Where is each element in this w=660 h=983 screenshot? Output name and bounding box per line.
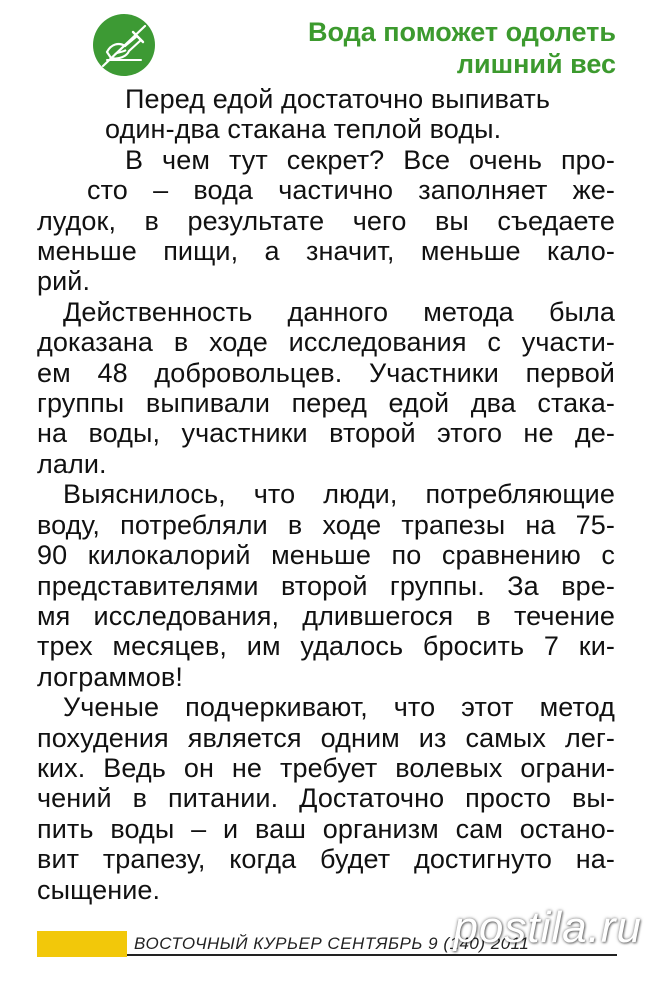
- body-line: пить воды – и ваш организм сам остано-: [37, 813, 615, 844]
- body-line: группы выпивали перед едой два стака-: [37, 388, 615, 419]
- body-line: сыщение.: [37, 874, 161, 905]
- title-line-1: Вода поможет одолеть: [307, 17, 616, 47]
- body-line: похудения является одним из самых лег-: [37, 722, 615, 753]
- body-line: трех месяцев, им удалось бросить 7 ки-: [37, 631, 615, 662]
- body-line: рий.: [37, 266, 91, 297]
- body-line: вит трапезу, когда будет достигнуто на-: [37, 844, 615, 875]
- body-line: меньше пищи, а значит, меньше кало-: [37, 236, 615, 267]
- body-line: на воды, участники второй этого не де-: [37, 418, 615, 449]
- footer-publication: ВОСТОЧНЫЙ КУРЬЕР СЕНТЯБРЬ 9 (140) 2011: [134, 934, 530, 953]
- body-line: В чем тут секрет? Все очень про-: [125, 144, 615, 175]
- body-line: Действенность данного метода была: [63, 296, 615, 327]
- body-line: сто – вода частично заполняет же-: [87, 175, 615, 206]
- body-line: воду, потребляли в ходе трапезы на 75-: [37, 509, 615, 540]
- body-line: Выяснилось, что люди, потребляющие: [63, 479, 615, 510]
- body-line: Ученые подчеркивают, что этот метод: [63, 692, 615, 723]
- footer-accent-block: [37, 931, 127, 957]
- body-line: Перед едой достаточно выпивать: [125, 84, 550, 114]
- body-line: один-два стакана теплой воды.: [105, 114, 502, 145]
- article-body: [37, 84, 615, 905]
- body-line: лограммов!: [37, 661, 183, 692]
- body-line: 90 килокалорий меньше по сравнению с: [37, 540, 615, 571]
- hand-writing-icon: [93, 14, 155, 76]
- header-icon: [93, 14, 155, 76]
- body-line: ких. Ведь он не требует волевых ограни-: [37, 752, 615, 783]
- body-line: лудок, в результате чего вы съедаете: [37, 205, 615, 236]
- body-line: представителями второй группы. За вре-: [37, 570, 615, 601]
- body-line: доказана в ходе исследования с участи-: [37, 327, 615, 358]
- body-line: лали.: [37, 448, 107, 479]
- body-line: чений в питании. Достаточно просто вы-: [37, 783, 615, 814]
- footer-rule: [127, 954, 617, 956]
- body-line: мя исследования, длившегося в течение: [37, 600, 615, 631]
- article-title: [308, 16, 616, 80]
- title-line-2: лишний вес: [456, 49, 616, 79]
- watermark: postila.ru: [453, 903, 642, 952]
- body-line: ем 48 добровольцев. Участники первой: [37, 357, 615, 388]
